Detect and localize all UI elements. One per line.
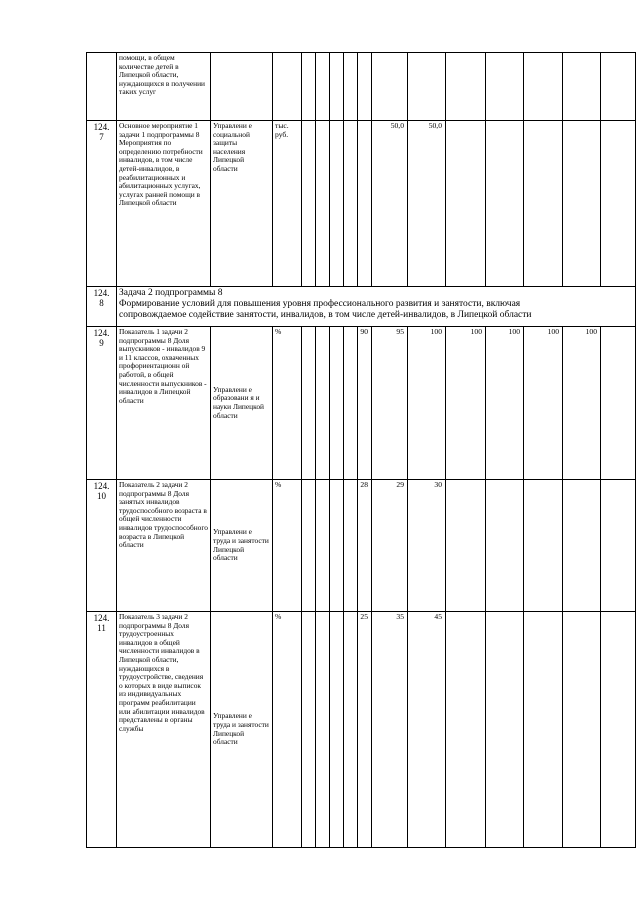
value-cell: 100 <box>408 327 446 480</box>
value-cell <box>316 612 330 848</box>
value-cell: 95 <box>372 327 408 480</box>
value-cell <box>563 53 601 121</box>
value-cell: 90 <box>358 327 372 480</box>
value-cell <box>524 53 563 121</box>
value-cell <box>563 480 601 612</box>
value-cell <box>302 480 316 612</box>
value-cell <box>302 121 316 287</box>
value-cell: 29 <box>372 480 408 612</box>
value-cell <box>316 327 330 480</box>
value-cell <box>601 121 636 287</box>
unit-of-measure: % <box>273 327 302 480</box>
value-cell <box>330 327 344 480</box>
value-cell <box>316 53 330 121</box>
table-row <box>87 121 636 287</box>
task-header-cell <box>117 287 636 327</box>
value-cell <box>316 480 330 612</box>
value-cell: 30 <box>408 480 446 612</box>
value-cell <box>446 612 486 848</box>
value-cell <box>601 480 636 612</box>
indicator-name: Показатель 2 задачи 2 подпрограммы 8 Доля занятых инвалидов трудоспособного возраста в общей численности инвалидов трудоспособного возраста в Липецкой области <box>117 480 211 612</box>
row-number <box>87 53 117 121</box>
value-cell <box>358 121 372 287</box>
table-row <box>87 327 636 480</box>
unit-of-measure: % <box>273 480 302 612</box>
value-cell: 100 <box>446 327 486 480</box>
row-number: 124. 8 <box>87 287 117 327</box>
value-cell <box>344 53 358 121</box>
responsible-department <box>211 53 273 121</box>
data-table <box>86 52 636 848</box>
value-cell <box>486 53 524 121</box>
value-cell: 100 <box>486 327 524 480</box>
row-number: 124. 11 <box>87 612 117 848</box>
responsible-department: Управлени е социальной защиты населения Липецкой области <box>211 121 273 287</box>
value-cell <box>302 612 316 848</box>
table-row <box>87 287 636 327</box>
value-cell: 50,0 <box>372 121 408 287</box>
value-cell <box>524 480 563 612</box>
value-cell <box>563 121 601 287</box>
table-row <box>87 53 636 121</box>
value-cell <box>524 612 563 848</box>
table-row <box>87 480 636 612</box>
row-number: 124. 10 <box>87 480 117 612</box>
responsible-department: Управлени е образовани я и науки Липецкой области <box>211 327 273 480</box>
row-number: 124. 7 <box>87 121 117 287</box>
value-cell: 50,0 <box>408 121 446 287</box>
value-cell <box>563 612 601 848</box>
value-cell: 35 <box>372 612 408 848</box>
value-cell <box>446 121 486 287</box>
value-cell <box>344 121 358 287</box>
indicator-name: Показатель 3 задачи 2 подпрограммы 8 Доля трудоустроенных инвалидов в общей численности инвалидов в Липецкой области, нуждающихся в трудоустройстве, сведения о которых в виде выписок из индивидуальных программ реабилитации или абилитации инвалидов представлены в органы службы <box>117 612 211 848</box>
indicator-name: помощи, в общем количестве детей в Липецкой области, нуждающихся в получении таких услуг <box>117 53 211 121</box>
indicator-name: Основное мероприятие 1 задачи 1 подпрограммы 8 Мероприятия по определению потребности инвалидов, в том числе детей-инвалидов, в реабилитационных и абилитационных услугах, услугах ранней помощи в Липецкой области <box>117 121 211 287</box>
task-title: Задача 2 подпрограммы 8 <box>119 288 223 298</box>
row-number: 124. 9 <box>87 327 117 480</box>
table-row <box>87 612 636 848</box>
value-cell <box>486 480 524 612</box>
value-cell <box>524 121 563 287</box>
task-description: Формирование условий для повышения уровня профессионального развития и занятости, включая сопровождаемое содействие занятости, инвалидов, в том числе детей-инвалидов, в Липецкой области <box>119 299 532 320</box>
value-cell <box>408 53 446 121</box>
value-cell <box>446 53 486 121</box>
value-cell <box>330 53 344 121</box>
unit-of-measure: % <box>273 612 302 848</box>
value-cell: 100 <box>524 327 563 480</box>
value-cell <box>372 53 408 121</box>
value-cell <box>330 480 344 612</box>
value-cell <box>330 121 344 287</box>
value-cell: 45 <box>408 612 446 848</box>
value-cell <box>601 53 636 121</box>
responsible-department: Управлени е труда и занятости Липецкой области <box>211 612 273 848</box>
value-cell <box>344 612 358 848</box>
value-cell <box>601 612 636 848</box>
value-cell: 28 <box>358 480 372 612</box>
value-cell <box>601 327 636 480</box>
value-cell <box>358 53 372 121</box>
value-cell <box>344 327 358 480</box>
value-cell <box>486 612 524 848</box>
value-cell <box>486 121 524 287</box>
value-cell <box>330 612 344 848</box>
value-cell <box>302 327 316 480</box>
value-cell: 100 <box>563 327 601 480</box>
value-cell <box>316 121 330 287</box>
value-cell <box>344 480 358 612</box>
unit-of-measure <box>273 53 302 121</box>
value-cell <box>302 53 316 121</box>
value-cell <box>446 480 486 612</box>
unit-of-measure: тыс. руб. <box>273 121 302 287</box>
responsible-department: Управлени е труда и занятости Липецкой области <box>211 480 273 612</box>
value-cell: 25 <box>358 612 372 848</box>
indicator-name: Показатель 1 задачи 2 подпрограммы 8 Доля выпускников - инвалидов 9 и 11 классов, охваченных профориентационн ой работой, в общей численности выпускников - инвалидов в Липецкой области <box>117 327 211 480</box>
